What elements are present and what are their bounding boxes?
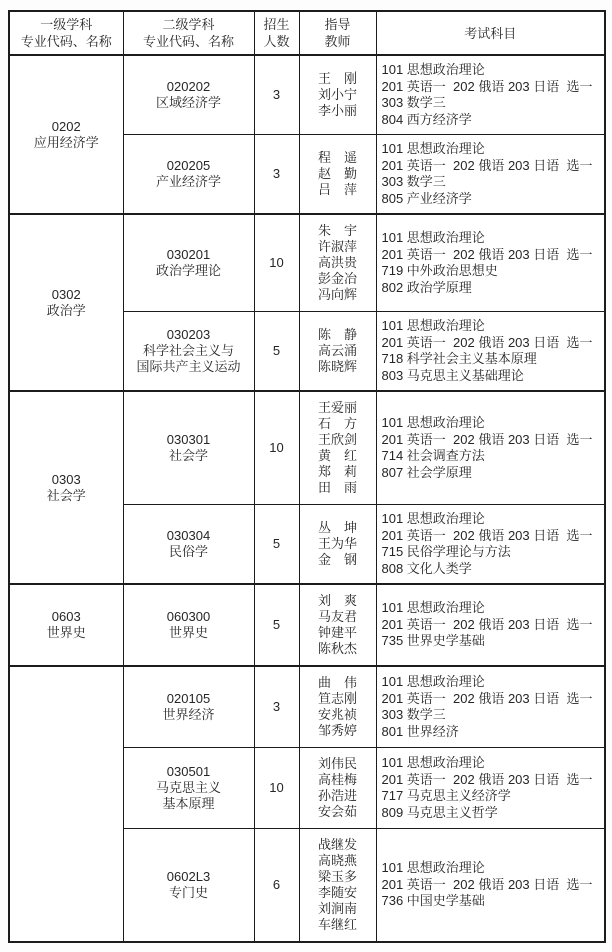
level1-code: 0303 — [51, 471, 81, 487]
advisor-name: 战继发 — [317, 837, 357, 852]
exam-subject-line: 717 马克思主义经济学 — [381, 788, 511, 803]
advisor-name: 赵 勤 — [317, 166, 357, 181]
level1-code: 0603 — [51, 609, 81, 624]
level2-name: 产业经济学 — [155, 174, 221, 189]
advisor-name: 王欣剑 — [317, 432, 357, 447]
advisor-name: 曲 伟 — [317, 675, 357, 690]
enrollment-cell — [254, 748, 299, 829]
advisor-name: 丛 坤 — [317, 520, 357, 535]
advisor-name: 李随安 — [317, 885, 357, 900]
enrollment-cell — [254, 55, 299, 135]
exam-subject-line: 808 文化人类学 — [381, 560, 472, 576]
header-text: 一级学科 — [40, 17, 93, 32]
exam-subject-line: 201 英语一 202 俄语 203 日语 选一 — [381, 690, 593, 706]
exam-subject-line: 201 英语一 202 俄语 203 日语 选一 — [381, 78, 593, 94]
level1-name: 政治学 — [46, 302, 86, 318]
advisor-name: 石 方 — [317, 416, 357, 431]
exam-subject-line: 719 中外政治思想史 — [381, 263, 498, 278]
exam-subject-line: 715 民俗学理论与方法 — [381, 544, 511, 559]
advisor-name: 钟建平 — [317, 625, 357, 640]
exam-subject-line: 101 思想政治理论 — [381, 318, 485, 333]
advisors-cell — [299, 214, 376, 312]
advisor-name: 刘涧南 — [317, 901, 357, 916]
exam-subject-line: 805 产业经济学 — [381, 190, 472, 206]
level1-code: 0202 — [51, 118, 81, 134]
advisor-name: 黄 红 — [317, 448, 357, 463]
advisor-name: 车继红 — [317, 917, 357, 932]
enrollment-cell — [254, 135, 299, 215]
level2-discipline-cell — [123, 312, 254, 392]
advisors-cell — [299, 135, 376, 215]
level2-name: 政治学理论 — [155, 263, 221, 278]
exam-subjects-cell — [376, 505, 605, 585]
level2-name: 区域经济学 — [155, 95, 221, 110]
exam-subjects-cell — [376, 748, 605, 829]
header-cell-level2-discipline — [123, 11, 254, 55]
level2-code: 030501 — [166, 764, 211, 779]
exam-subject-line: 736 中国史学基础 — [381, 893, 485, 909]
exam-subject-line: 804 西方经济学 — [381, 111, 472, 127]
level1-discipline-cell — [9, 391, 123, 584]
exam-subject-line: 201 英语一 202 俄语 203 日语 选一 — [381, 876, 593, 892]
table-row — [9, 584, 605, 666]
advisor-name: 邹秀婷 — [317, 723, 357, 738]
advisor-name: 高云涌 — [317, 343, 357, 358]
table-header — [9, 11, 605, 55]
enrollment-cell — [254, 391, 299, 505]
level1-name: 社会学 — [46, 487, 86, 503]
level1-name: 应用经济学 — [33, 134, 99, 150]
exam-subjects-cell — [376, 829, 605, 943]
exam-subject-line: 803 马克思主义基础理论 — [381, 367, 524, 383]
exam-subject-line: 801 世界经济 — [381, 723, 459, 739]
exam-subject-line: 101 思想政治理论 — [381, 141, 485, 156]
enrollment-count: 5 — [272, 617, 281, 632]
header-row — [9, 11, 605, 55]
exam-subject-line: 807 社会学原理 — [381, 464, 472, 480]
advisor-name: 高洪贵 — [317, 255, 357, 270]
enrollment-cell — [254, 584, 299, 666]
enrollment-count: 10 — [269, 440, 284, 455]
level2-code: 060300 — [166, 609, 211, 624]
level1-name: 世界史 — [46, 625, 86, 640]
level2-code: 030201 — [166, 247, 211, 262]
level2-name: 专门史 — [168, 885, 208, 900]
advisor-name: 马友君 — [317, 609, 357, 624]
enrollment-count: 3 — [272, 87, 281, 102]
level2-discipline-cell — [123, 748, 254, 829]
advisor-name: 陈晓辉 — [317, 359, 357, 374]
advisors-cell — [299, 584, 376, 666]
exam-subject-line: 303 数学三 — [381, 707, 446, 722]
header-cell-enrollment — [254, 11, 299, 55]
level2-code: 020202 — [166, 79, 211, 94]
exam-subject-line: 809 马克思主义哲学 — [381, 804, 498, 820]
advisor-name: 王 刚 — [317, 71, 357, 86]
enrollment-cell — [254, 505, 299, 585]
enrollment-count: 5 — [272, 343, 281, 358]
advisor-name: 李小丽 — [317, 103, 357, 118]
level2-discipline-cell — [123, 214, 254, 312]
exam-subject-line: 201 英语一 202 俄语 203 日语 选一 — [381, 246, 593, 262]
level2-discipline-cell — [123, 584, 254, 666]
header-cell-exam-subjects — [376, 11, 605, 55]
advisor-name: 孙浩进 — [317, 788, 357, 803]
header-cell-advisors — [299, 11, 376, 55]
advisor-name: 王为华 — [317, 536, 357, 551]
exam-subjects-cell — [376, 312, 605, 392]
exam-subject-line: 101 思想政治理论 — [381, 230, 485, 245]
level2-code: 030301 — [166, 432, 211, 447]
enrollment-count: 3 — [272, 166, 281, 181]
header-text: 人数 — [263, 34, 290, 49]
exam-subject-line: 101 思想政治理论 — [381, 62, 485, 77]
header-text: 专业代码、名称 — [142, 34, 234, 49]
table-row — [9, 666, 605, 748]
exam-subject-line: 201 英语一 202 俄语 203 日语 选一 — [381, 431, 593, 447]
level2-name: 世界史 — [168, 625, 208, 640]
exam-subject-line: 303 数学三 — [381, 174, 446, 189]
level2-discipline-cell — [123, 391, 254, 505]
enrollment-cell — [254, 829, 299, 943]
advisors-cell — [299, 829, 376, 943]
level2-code: 020205 — [166, 158, 211, 173]
level2-code: 0602L3 — [166, 869, 211, 884]
enrollment-cell — [254, 214, 299, 312]
level2-discipline-cell — [123, 505, 254, 585]
advisor-name: 刘伟民 — [317, 756, 357, 771]
level2-code: 020105 — [166, 691, 211, 706]
exam-subject-line: 201 英语一 202 俄语 203 日语 选一 — [381, 334, 593, 350]
exam-subject-line: 201 英语一 202 俄语 203 日语 选一 — [381, 157, 593, 173]
exam-subjects-cell — [376, 584, 605, 666]
enrollment-cell — [254, 666, 299, 748]
level1-discipline-cell — [9, 584, 123, 666]
advisors-cell — [299, 312, 376, 392]
exam-subjects-cell — [376, 135, 605, 215]
advisor-name: 刘小宁 — [317, 87, 357, 102]
exam-subject-line: 101 思想政治理论 — [381, 860, 485, 876]
level1-discipline-cell — [9, 666, 123, 942]
header-text: 教师 — [324, 34, 351, 49]
level2-name: 民俗学 — [168, 544, 208, 559]
level2-name: 科学社会主义与 — [142, 343, 234, 358]
enrollment-cell — [254, 312, 299, 392]
header-text: 招生 — [263, 17, 290, 32]
level2-discipline-cell — [123, 135, 254, 215]
header-text: 考试科目 — [464, 25, 517, 41]
advisor-name: 吕 萍 — [317, 182, 357, 197]
advisor-name: 王爱丽 — [317, 400, 357, 415]
level2-name: 世界经济 — [162, 707, 215, 722]
exam-subject-line: 101 思想政治理论 — [381, 600, 485, 616]
level2-code: 030203 — [166, 327, 211, 342]
advisor-name: 高桂梅 — [317, 772, 357, 787]
advisors-cell — [299, 666, 376, 748]
level2-discipline-cell — [123, 666, 254, 748]
header-text: 二级学科 — [162, 17, 215, 32]
table-row — [9, 55, 605, 135]
exam-subject-line: 802 政治学原理 — [381, 279, 472, 295]
table-row — [9, 214, 605, 312]
advisor-name: 梁玉多 — [317, 869, 357, 884]
level1-code: 0302 — [51, 286, 81, 302]
advisor-name: 陈 静 — [317, 327, 357, 342]
enrollment-count: 5 — [272, 536, 281, 551]
advisor-name: 高晓燕 — [317, 853, 357, 868]
enrollment-count: 6 — [272, 877, 281, 892]
level2-name: 国际共产主义运动 — [136, 359, 241, 374]
table-body — [9, 55, 605, 942]
advisors-cell — [299, 505, 376, 585]
advisor-name: 朱 宇 — [317, 223, 357, 238]
exam-subjects-cell — [376, 214, 605, 312]
level1-discipline-cell — [9, 214, 123, 391]
advisors-cell — [299, 391, 376, 505]
advisor-name: 彭金冶 — [317, 271, 357, 286]
header-text: 指导 — [324, 17, 351, 32]
level2-name: 马克思主义 — [155, 780, 221, 795]
exam-subject-line: 101 思想政治理论 — [381, 415, 485, 430]
admissions-table — [8, 10, 606, 943]
level2-name: 基本原理 — [162, 796, 215, 811]
exam-subjects-cell — [376, 55, 605, 135]
advisor-name: 陈秋杰 — [317, 641, 357, 656]
exam-subject-line: 101 思想政治理论 — [381, 511, 485, 526]
advisor-name: 安会茹 — [317, 804, 357, 819]
enrollment-count: 3 — [272, 699, 281, 714]
exam-subject-line: 101 思想政治理论 — [381, 674, 485, 689]
level2-discipline-cell — [123, 55, 254, 135]
level1-discipline-cell — [9, 55, 123, 214]
advisor-name: 程 遥 — [317, 150, 357, 165]
enrollment-count: 10 — [269, 255, 284, 270]
exam-subjects-cell — [376, 666, 605, 748]
advisor-name: 许淑萍 — [317, 239, 357, 254]
enrollment-count: 10 — [269, 780, 284, 795]
exam-subject-line: 718 科学社会主义基本原理 — [381, 351, 537, 366]
advisor-name: 笪志刚 — [317, 691, 357, 706]
header-text: 专业代码、名称 — [20, 34, 112, 49]
exam-subjects-cell — [376, 391, 605, 505]
table-row — [9, 391, 605, 505]
exam-subject-line: 735 世界史学基础 — [381, 633, 485, 649]
advisor-name: 金 钢 — [317, 552, 357, 567]
advisors-cell — [299, 748, 376, 829]
exam-subject-line: 303 数学三 — [381, 95, 446, 110]
advisors-cell — [299, 55, 376, 135]
header-cell-level1-discipline — [9, 11, 123, 55]
advisor-name: 郑 莉 — [317, 464, 357, 479]
exam-subject-line: 201 英语一 202 俄语 203 日语 选一 — [381, 616, 593, 632]
advisor-name: 冯向辉 — [317, 287, 357, 302]
level2-discipline-cell — [123, 829, 254, 943]
advisor-name: 刘 爽 — [317, 593, 357, 608]
exam-subject-line: 201 英语一 202 俄语 203 日语 选一 — [381, 527, 593, 543]
level2-code: 030304 — [166, 528, 211, 543]
advisor-name: 田 雨 — [317, 480, 357, 495]
level2-name: 社会学 — [168, 448, 208, 463]
exam-subject-line: 714 社会调查方法 — [381, 448, 485, 463]
advisor-name: 安兆祯 — [317, 707, 357, 722]
exam-subject-line: 101 思想政治理论 — [381, 755, 485, 770]
exam-subject-line: 201 英语一 202 俄语 203 日语 选一 — [381, 771, 593, 787]
